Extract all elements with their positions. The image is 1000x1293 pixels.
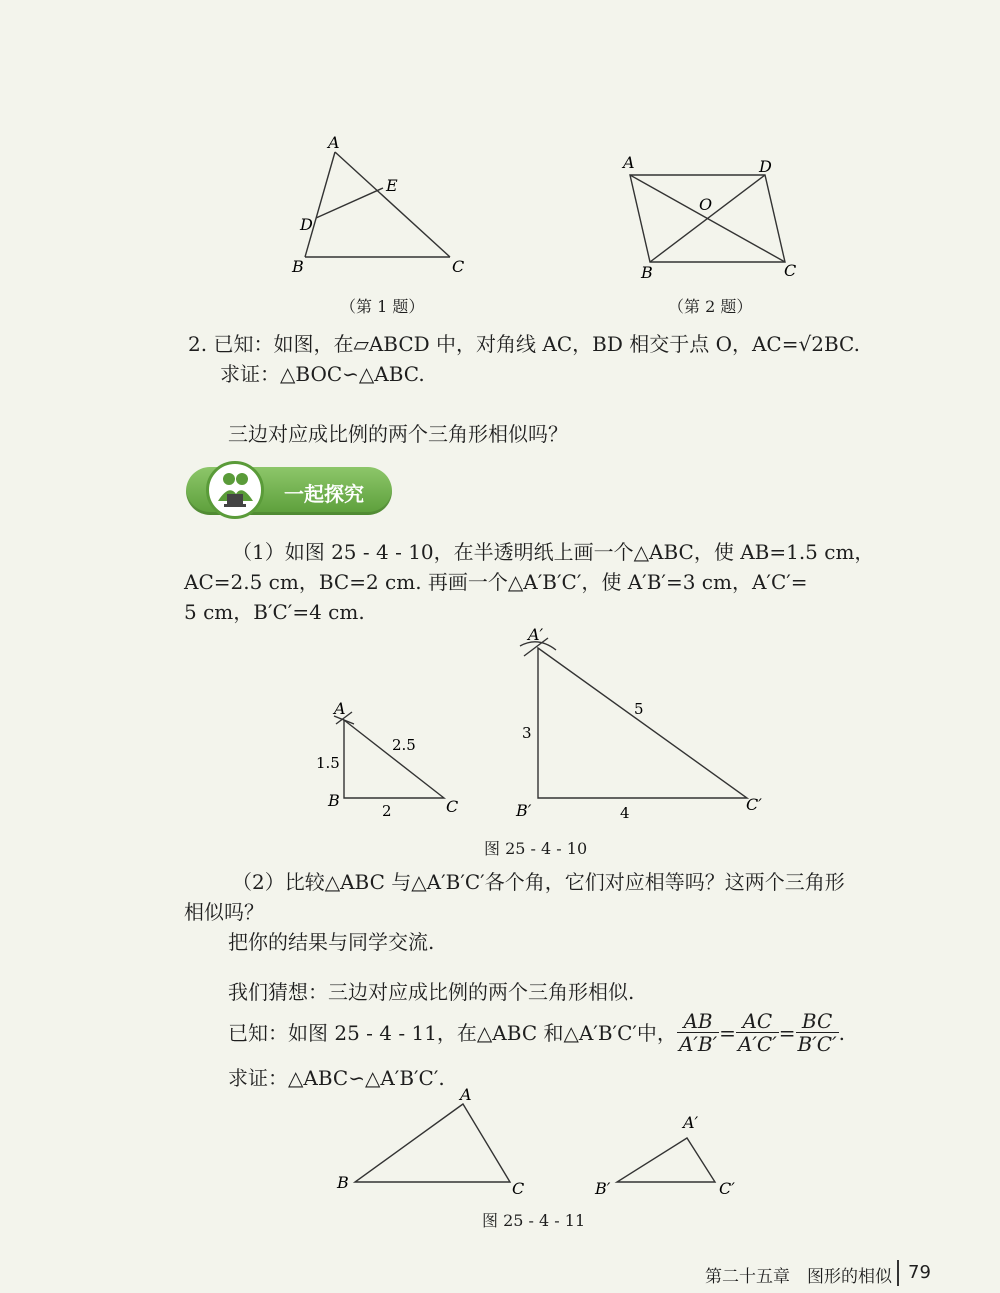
- fig1-label-e: E: [386, 176, 398, 195]
- fraction-bc: [796, 1010, 839, 1055]
- given-statement: [228, 1010, 845, 1055]
- fig2-label-a: A: [623, 153, 635, 172]
- given-end: .: [838, 1020, 845, 1045]
- fig2-label-d: D: [759, 157, 772, 176]
- fraction-ab: [677, 1010, 719, 1055]
- conjecture: 我们猜想：三边对应成比例的两个三角形相似.: [228, 980, 635, 1004]
- explore-1-line-3: 5 cm，B′C′=4 cm.: [184, 600, 365, 624]
- fig11-caption: 图 25 - 4 - 11: [482, 1211, 586, 1230]
- footer-divider: [897, 1260, 899, 1286]
- large-side-ac: 5: [634, 700, 644, 718]
- people-laptop-icon: [206, 461, 264, 519]
- triangle-abc: [355, 1104, 510, 1182]
- explore-1-line-2: AC=2.5 cm，BC=2 cm. 再画一个△A′B′C′，使 A′B′=3 cm，A′C′=: [184, 570, 808, 594]
- triangle-abc-large: [538, 648, 747, 798]
- fig2-label-o: O: [699, 195, 713, 214]
- fraction-bc-den: B′C′: [797, 1032, 837, 1056]
- fig1-label-d: D: [300, 215, 313, 234]
- fraction-ab-num: AB: [677, 1010, 719, 1033]
- fig11-label-b: B: [337, 1173, 349, 1192]
- small-side-bc: 2: [382, 802, 392, 820]
- small-label-b: B: [328, 791, 340, 810]
- fig1-label-c: C: [452, 257, 465, 276]
- small-side-ab: 1.5: [316, 754, 340, 772]
- explore-1-line-1: （1）如图 25 - 4 - 10，在半透明纸上画一个△ABC，使 AB=1.5 cm，: [232, 540, 875, 564]
- explore-2-line-2: 相似吗？: [184, 900, 264, 924]
- given-prefix: 已知：如图 25 - 4 - 11，在△ABC 和△A′B′C′中，: [228, 1020, 677, 1045]
- figure-25-4-11: [325, 1080, 755, 1205]
- fig1-caption: （第 1 题）: [340, 297, 425, 316]
- explore-together-badge: [186, 467, 392, 515]
- fraction-ac-den: A′C′: [737, 1032, 777, 1056]
- large-label-c: C′: [746, 795, 762, 814]
- fig2-label-b: B: [641, 263, 653, 280]
- fig10-caption: 图 25 - 4 - 10: [484, 839, 588, 858]
- equals-1: =: [719, 1020, 736, 1045]
- page-number: 79: [908, 1262, 931, 1283]
- fraction-bc-num: BC: [796, 1010, 839, 1033]
- small-label-c: C: [446, 797, 459, 816]
- explore-2-line-3: 把你的结果与同学交流.: [228, 930, 435, 954]
- fig1-label-b: B: [292, 257, 304, 276]
- fig11-label-c-prime: C′: [719, 1179, 735, 1198]
- small-label-a: A: [334, 699, 346, 718]
- fraction-ac: [736, 1010, 779, 1055]
- prove-statement: 求证：△ABC∽△A′B′C′.: [228, 1066, 445, 1090]
- diagonal-bd: [650, 175, 765, 262]
- large-label-b: B′: [516, 801, 532, 820]
- segment-de: [316, 188, 383, 218]
- figure-problem-2: [615, 150, 815, 280]
- problem-2-line-1: 2. 已知：如图，在▱ABCD 中，对角线 AC，BD 相交于点 O，AC=√2BC.: [188, 332, 860, 356]
- guiding-question: 三边对应成比例的两个三角形相似吗？: [228, 422, 568, 446]
- fig11-label-c: C: [512, 1179, 525, 1198]
- figure-25-4-10: [310, 620, 790, 830]
- fig11-label-a-prime: A′: [683, 1113, 699, 1132]
- problem-2-line-2: 求证：△BOC∽△ABC.: [220, 362, 425, 386]
- small-side-ac: 2.5: [392, 736, 416, 754]
- fig2-label-c: C: [784, 261, 797, 280]
- fraction-ac-num: AC: [736, 1010, 779, 1033]
- fig1-label-a: A: [328, 133, 340, 152]
- triangle-abc-small: [344, 720, 444, 798]
- large-side-ab: 3: [522, 724, 532, 742]
- badge-label: 一起探究: [284, 482, 364, 506]
- figure-problem-1: [280, 130, 480, 290]
- chapter-footer: 第二十五章 图形的相似: [705, 1267, 892, 1287]
- fraction-ab-den: A′B′: [678, 1032, 718, 1056]
- triangle-abc-prime: [617, 1138, 715, 1182]
- large-side-bc: 4: [620, 804, 630, 822]
- equals-2: =: [778, 1020, 796, 1045]
- fig2-caption: （第 2 题）: [668, 297, 753, 316]
- side-ac: [335, 152, 450, 257]
- large-label-a: A′: [528, 625, 544, 644]
- side-ab: [305, 152, 335, 257]
- fig11-label-a: A: [460, 1085, 472, 1104]
- fig11-label-b-prime: B′: [595, 1179, 611, 1198]
- explore-2-line-1: （2）比较△ABC 与△A′B′C′各个角，它们对应相等吗？这两个三角形: [232, 870, 845, 894]
